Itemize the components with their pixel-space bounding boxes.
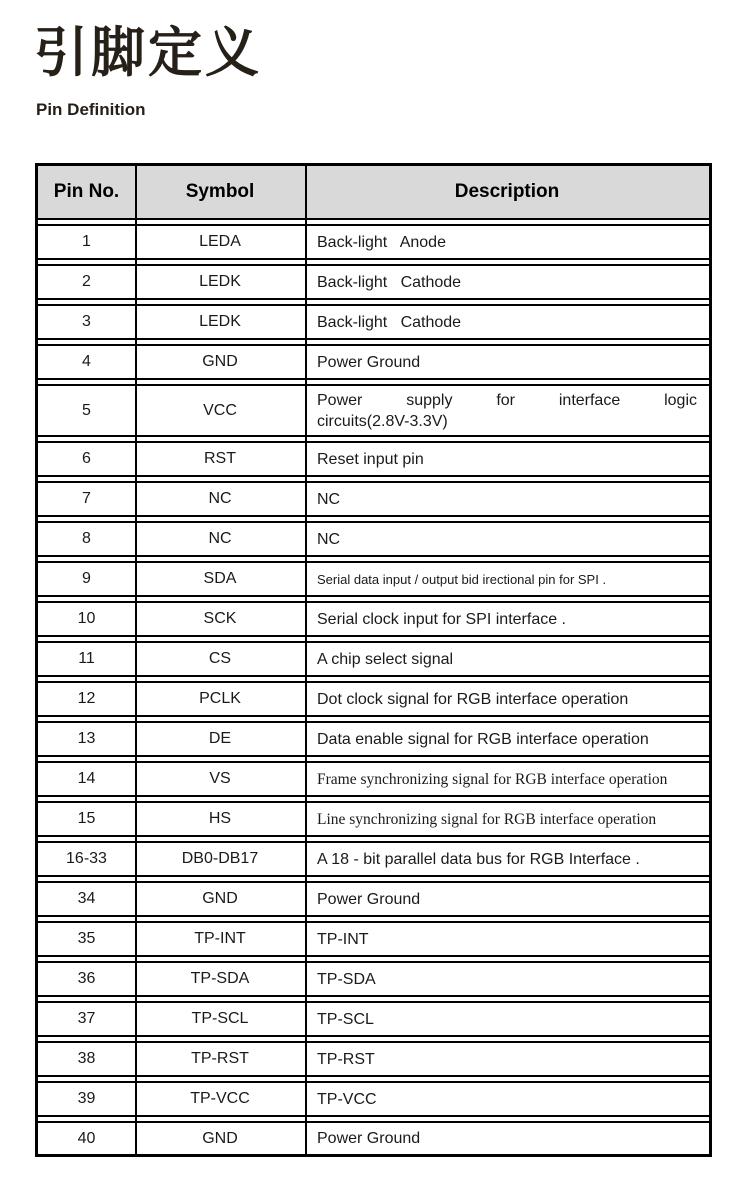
description: Reset input pin xyxy=(317,450,424,468)
page-subtitle: Pin Definition xyxy=(36,100,146,119)
pin-number: 14 xyxy=(77,770,96,787)
pin-number-cell xyxy=(38,603,135,635)
symbol-cell xyxy=(135,1083,305,1115)
symbol-cell xyxy=(135,563,305,595)
pin-number: 36 xyxy=(77,970,96,987)
pin-number: 39 xyxy=(77,1090,96,1107)
pin-number-cell xyxy=(38,843,135,875)
pin-number: 40 xyxy=(77,1129,96,1147)
description: Dot clock signal for RGB interface operation xyxy=(317,690,629,708)
column-header-description: Description xyxy=(454,181,560,202)
description: TP-RST xyxy=(317,1050,375,1068)
symbol-cell xyxy=(135,386,305,435)
table-row xyxy=(38,721,709,757)
description-cell xyxy=(305,346,709,378)
symbol: TP-INT xyxy=(194,930,246,947)
description-cell xyxy=(305,843,709,875)
pin-number: 8 xyxy=(82,530,91,547)
table-row xyxy=(38,1041,709,1077)
description: Data enable signal for RGB interface operation xyxy=(317,730,649,748)
symbol: GND xyxy=(202,1129,238,1147)
description-cell xyxy=(305,883,709,915)
pin-number: 4 xyxy=(82,353,91,370)
symbol: VCC xyxy=(203,401,237,419)
table-row xyxy=(38,681,709,717)
symbol: RST xyxy=(204,450,236,467)
description-cell xyxy=(305,386,709,435)
symbol-cell xyxy=(135,723,305,755)
symbol: LEDK xyxy=(199,313,241,330)
description: TP-INT xyxy=(317,930,369,948)
pin-number-cell xyxy=(38,523,135,555)
table-row xyxy=(38,1121,709,1157)
description-cell xyxy=(305,683,709,715)
description-cell xyxy=(305,1083,709,1115)
description-cell xyxy=(305,603,709,635)
column-header-pin-no: Pin No. xyxy=(53,181,120,202)
pin-number: 15 xyxy=(77,810,96,827)
symbol: TP-SCL xyxy=(191,1010,249,1027)
description: NC xyxy=(317,530,341,548)
pin-number-cell xyxy=(38,883,135,915)
table-row xyxy=(38,921,709,957)
pin-number: 37 xyxy=(77,1010,96,1027)
symbol: NC xyxy=(208,490,232,507)
pin-number-cell xyxy=(38,226,135,258)
pin-number: 12 xyxy=(77,690,96,707)
symbol: HS xyxy=(208,810,232,827)
pin-number-cell xyxy=(38,483,135,515)
page-title: 引脚定义 xyxy=(34,23,262,83)
table-row xyxy=(38,561,709,597)
pin-number-cell xyxy=(38,643,135,675)
pin-number: 35 xyxy=(77,930,96,947)
symbol-cell xyxy=(135,603,305,635)
table-row xyxy=(38,641,709,677)
symbol-cell xyxy=(135,923,305,955)
description-line: Power supply for interface logic xyxy=(317,391,697,409)
table-header-row xyxy=(38,163,709,220)
table-row xyxy=(38,264,709,300)
symbol: TP-VCC xyxy=(190,1090,250,1107)
description: A chip select signal xyxy=(317,650,454,668)
table-body xyxy=(38,224,709,1157)
table-row xyxy=(38,481,709,517)
pin-number: 1 xyxy=(82,233,91,250)
table-row xyxy=(38,344,709,380)
description-cell xyxy=(305,803,709,835)
pin-number-cell xyxy=(38,266,135,298)
symbol-cell xyxy=(135,266,305,298)
pin-number: 6 xyxy=(82,450,91,467)
table-row xyxy=(38,224,709,260)
description-line: circuits(2.8V-3.3V) xyxy=(317,412,448,430)
symbol-cell xyxy=(135,763,305,795)
table-row xyxy=(38,801,709,837)
pin-number-cell xyxy=(38,306,135,338)
description-cell xyxy=(305,443,709,475)
description: Serial data input / output bid irectional pin for SPI . xyxy=(317,571,607,587)
pin-number-cell xyxy=(38,803,135,835)
table-row xyxy=(38,761,709,797)
pin-number-cell xyxy=(38,683,135,715)
pin-number: 9 xyxy=(82,570,91,587)
description: Line synchronizing signal for RGB interface operation xyxy=(317,810,657,828)
description-cell xyxy=(305,1123,709,1154)
symbol: PCLK xyxy=(199,690,241,707)
description-cell xyxy=(305,1043,709,1075)
symbol: TP-RST xyxy=(191,1050,249,1067)
table-row xyxy=(38,1081,709,1117)
description: Power Ground xyxy=(317,353,421,371)
pin-number-cell xyxy=(38,763,135,795)
pin-number: 2 xyxy=(82,273,91,290)
description: TP-SDA xyxy=(317,970,376,988)
symbol-cell xyxy=(135,523,305,555)
pin-number-cell xyxy=(38,443,135,475)
pin-number-cell xyxy=(38,1043,135,1075)
description-cell xyxy=(305,923,709,955)
symbol: NC xyxy=(208,530,232,547)
table-row xyxy=(38,441,709,477)
pin-number: 34 xyxy=(77,890,96,907)
pin-number-cell xyxy=(38,963,135,995)
symbol-cell xyxy=(135,803,305,835)
description: Power Ground xyxy=(317,1130,421,1147)
description-cell xyxy=(305,226,709,258)
description-cell xyxy=(305,1003,709,1035)
column-header-symbol: Symbol xyxy=(185,181,255,202)
description-cell xyxy=(305,643,709,675)
description: Back-light Cathode xyxy=(317,273,462,291)
symbol: DB0-DB17 xyxy=(181,850,259,867)
symbol: LEDA xyxy=(199,233,241,250)
symbol: DE xyxy=(208,730,232,747)
description-cell xyxy=(305,483,709,515)
symbol-cell xyxy=(135,226,305,258)
description-cell xyxy=(305,306,709,338)
pin-number: 10 xyxy=(77,610,96,627)
column-divider xyxy=(135,163,137,1157)
symbol-cell xyxy=(135,683,305,715)
symbol: VS xyxy=(209,770,231,787)
pin-number: 3 xyxy=(82,313,91,330)
symbol-cell xyxy=(135,306,305,338)
table-row xyxy=(38,841,709,877)
symbol: GND xyxy=(202,353,238,370)
symbol: SDA xyxy=(203,570,237,587)
description: TP-SCL xyxy=(317,1010,374,1028)
pin-number-cell xyxy=(38,723,135,755)
column-divider xyxy=(305,163,307,1157)
pin-number-cell xyxy=(38,346,135,378)
symbol-cell xyxy=(135,643,305,675)
pin-number: 13 xyxy=(77,730,96,747)
table-row xyxy=(38,1001,709,1037)
description: Serial clock input for SPI interface . xyxy=(317,610,566,628)
pin-number-cell xyxy=(38,1083,135,1115)
symbol-cell xyxy=(135,963,305,995)
pin-number-cell xyxy=(38,386,135,435)
symbol: LEDK xyxy=(199,273,241,290)
pin-number-cell xyxy=(38,1003,135,1035)
description-cell xyxy=(305,523,709,555)
description-cell xyxy=(305,266,709,298)
description: Back-light Cathode xyxy=(317,313,462,331)
description: NC xyxy=(317,490,341,508)
symbol-cell xyxy=(135,443,305,475)
pin-number-cell xyxy=(38,563,135,595)
symbol: TP-SDA xyxy=(190,970,250,987)
description: Power Ground xyxy=(317,890,421,908)
description-cell xyxy=(305,763,709,795)
symbol-cell xyxy=(135,483,305,515)
symbol: SCK xyxy=(203,610,237,627)
symbol-cell xyxy=(135,1123,305,1154)
description: A 18 - bit parallel data bus for RGB Interface . xyxy=(317,850,640,868)
table-row xyxy=(38,384,709,437)
pin-number: 5 xyxy=(82,401,91,419)
description-cell xyxy=(305,963,709,995)
pin-number: 11 xyxy=(78,650,95,667)
symbol: GND xyxy=(202,890,238,907)
pin-number: 7 xyxy=(82,490,91,507)
pin-number-cell xyxy=(38,1123,135,1154)
symbol-cell xyxy=(135,1043,305,1075)
table-row xyxy=(38,521,709,557)
pin-number: 16-33 xyxy=(66,850,107,867)
pin-definition-table xyxy=(35,163,712,1157)
table-row xyxy=(38,961,709,997)
pin-number: 38 xyxy=(77,1050,96,1067)
table-row xyxy=(38,601,709,637)
description-cell xyxy=(305,723,709,755)
table-row xyxy=(38,881,709,917)
symbol-cell xyxy=(135,346,305,378)
symbol-cell xyxy=(135,843,305,875)
pin-number-cell xyxy=(38,923,135,955)
description-cell xyxy=(305,563,709,595)
symbol-cell xyxy=(135,1003,305,1035)
description: TP-VCC xyxy=(317,1090,377,1108)
symbol-cell xyxy=(135,883,305,915)
symbol: CS xyxy=(208,650,232,667)
description: Frame synchronizing signal for RGB interface operation xyxy=(317,770,668,788)
description: Back-light Anode xyxy=(317,233,446,251)
table-row xyxy=(38,304,709,340)
